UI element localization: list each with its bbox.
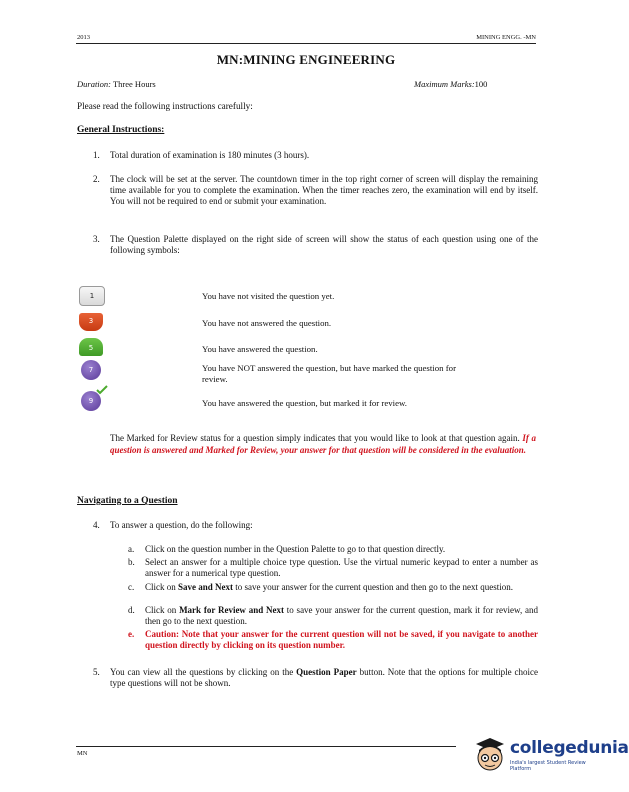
symbol-desc: You have answered the question. [202, 344, 318, 354]
instruction-item [93, 174, 538, 206]
item-text: To answer a question, do the following: [110, 520, 253, 530]
badge-number: 1 [89, 292, 95, 300]
mark-for-review-label: Mark for Review and Next [179, 605, 284, 615]
answered-icon [79, 338, 103, 356]
sub-text: Click on Mark for Review and Next to save your answer for the current question, mark it for review, and then go to the next question. [145, 605, 538, 626]
sub-letter: d. [128, 605, 135, 615]
save-and-next-label: Save and Next [178, 582, 234, 592]
marked-for-review-icon [81, 360, 101, 380]
duration-label: Duration: [77, 79, 111, 89]
item-text: You can view all the questions by clicking on the Question Paper button. Note that the options for multiple choice type questions will not be shown. [110, 667, 539, 688]
instruction-item [93, 150, 538, 161]
badge-number: 9 [88, 397, 94, 405]
sub-text: Click on the question number in the Question Palette to go to that question directly. [145, 544, 446, 554]
instruction-item [93, 667, 538, 689]
instruction-item [93, 234, 538, 256]
review-note-emphasis: If a question is answered and Marked for Review, your answer for that question will be considered in the evaluation. [110, 433, 537, 455]
general-instructions-heading: General Instructions: [77, 125, 165, 135]
sub-item [128, 582, 538, 593]
item-number: 3. [93, 234, 100, 244]
review-note-text: The Marked for Review status for a question simply indicates that you would like to look at that question again. [110, 433, 520, 443]
caution-text: Caution: Note that your answer for the current question will not be saved, if you navigate to another question directly by clicking on its question number. [145, 629, 538, 650]
sub-text: Click on Save and Next to save your answer for the current question and then go to the next question. [145, 582, 513, 592]
item-number: 4. [93, 520, 100, 530]
item-text: The clock will be set at the server. The countdown timer in the top right corner of screen will display the remaining time available for you to complete the examination. When the timer reaches zero, the examination will end by itself. You will not be required to end or submit your examination. [110, 174, 538, 206]
item-text: The Question Palette displayed on the right side of screen will show the status of each question using one of the following symbols: [110, 234, 538, 255]
symbol-desc: You have NOT answered the question, but have marked the question for review. [202, 363, 456, 384]
badge-number: 3 [88, 317, 94, 325]
sub-item [128, 544, 538, 555]
header-rule [76, 43, 536, 44]
sub-letter: e. [128, 629, 135, 639]
footer-code: MN [77, 750, 88, 757]
page-title: MN:MINING ENGINEERING [216, 52, 396, 67]
mascot-icon [472, 736, 508, 774]
symbol-desc: You have not visited the question yet. [202, 291, 335, 301]
item-number: 1. [93, 150, 100, 160]
maximum-marks [414, 79, 487, 89]
not-answered-icon [79, 313, 103, 331]
sub-letter: a. [128, 544, 135, 554]
header-year: 2013 [77, 34, 90, 41]
item-text: Total duration of examination is 180 minutes (3 hours). [110, 150, 310, 160]
not-visited-icon [79, 286, 105, 306]
duration [77, 79, 156, 89]
footer-rule [76, 746, 456, 747]
sub-letter: b. [128, 557, 135, 567]
marks-label: Maximum Marks: [414, 79, 475, 89]
question-paper-label: Question Paper [296, 667, 357, 677]
navigating-heading: Navigating to a Question [77, 496, 178, 506]
sub-item [128, 557, 538, 578]
intro-text: Please read the following instructions carefully: [77, 101, 253, 111]
logo-tagline: India's largest Student Review Platform [510, 760, 586, 772]
header-paper-code: MINING ENGG. -MN [476, 34, 536, 41]
sub-text: Select an answer for a multiple choice type question. Use the virtual numeric keypad to enter a number as answer for a numerical type question. [145, 557, 538, 578]
instruction-item [93, 520, 538, 531]
collegedunia-logo [472, 736, 629, 776]
item-number: 5. [93, 667, 100, 677]
symbol-desc: You have answered the question, but marked it for review. [202, 398, 407, 408]
badge-number: 7 [88, 366, 94, 374]
review-note [110, 433, 536, 456]
marks-value: 100 [474, 79, 488, 89]
check-icon [96, 385, 108, 395]
symbol-desc: You have not answered the question. [202, 318, 332, 328]
item-number: 2. [93, 174, 100, 184]
sub-item [128, 605, 538, 626]
duration-value: Three Hours [112, 79, 156, 89]
badge-number: 5 [88, 344, 94, 352]
logo-wordmark: collegedunia [510, 738, 629, 758]
sub-letter: c. [128, 582, 135, 592]
sub-item-caution [128, 629, 538, 650]
